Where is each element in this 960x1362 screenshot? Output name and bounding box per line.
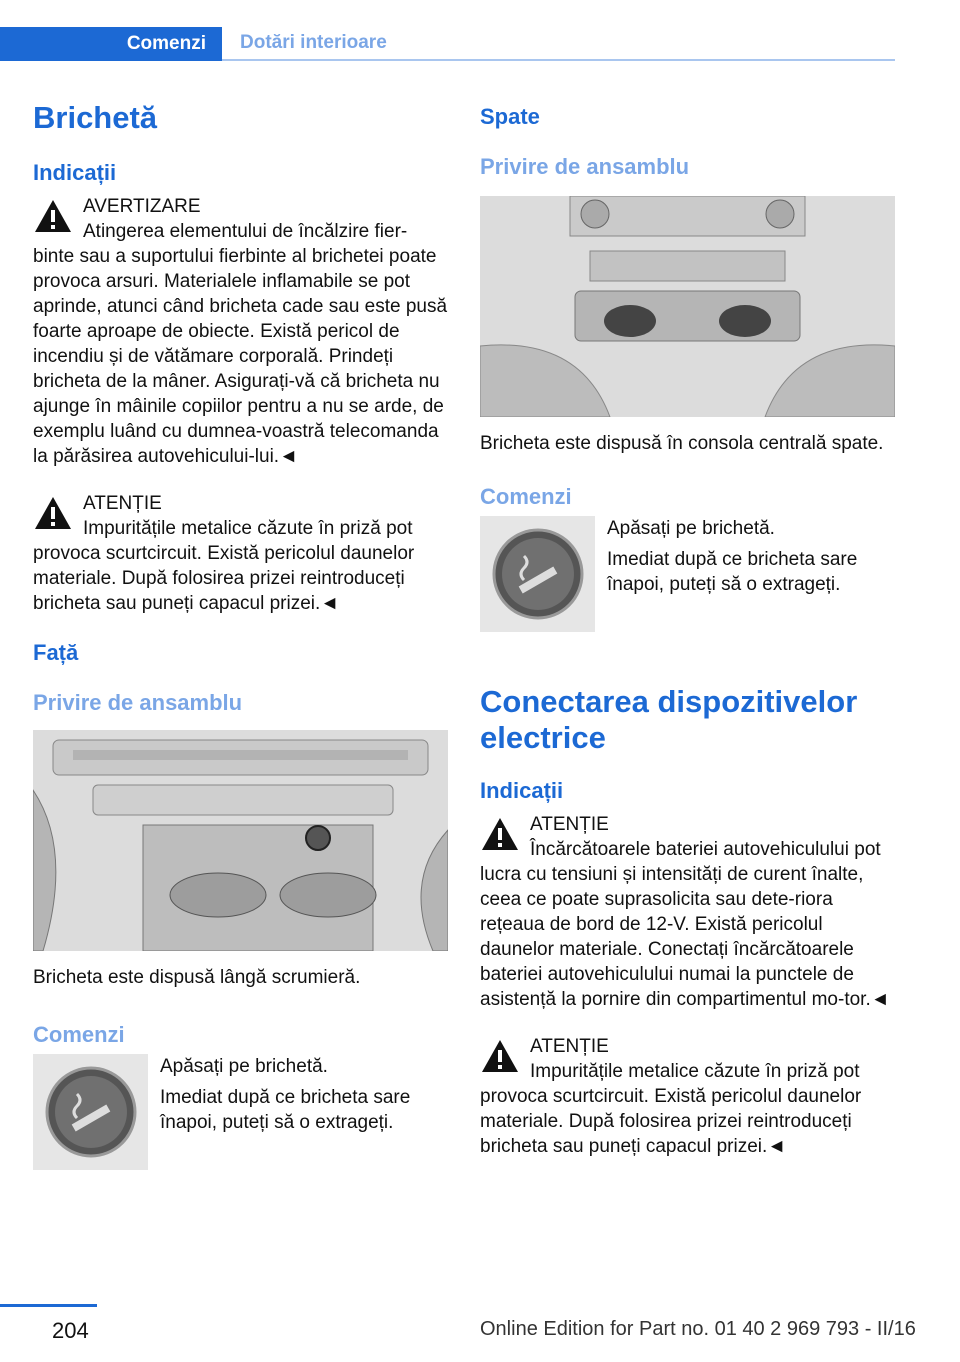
- front-photo-caption: Bricheta este dispusă lângă scrumieră.: [33, 967, 361, 988]
- warning-text: Atingerea elementului de încălzire fier-binte sau a suportului fierbinte al brichetei poate provoca arsuri. Materialele inflamabile se pot aprinde, atunci când bricheta cade sau este pusă foarte aproape de obiecte. Există pericol de incendiu și de vătămare corporală. Prindeți bricheta de la mâner. Asigurați-vă că bricheta nu ajunge în mâinile copiilor pentru a nu se arde, de exemplu luând cu dumnea-voastră telecomanda la părăsirea autovehicului-lui.◄: [33, 221, 448, 467]
- subheading-indicatii: Indicații: [33, 160, 117, 185]
- warning-triangle-icon: [33, 198, 73, 234]
- edition-note: Online Edition for Part no. 01 40 2 969 793 - II/16: [480, 1318, 916, 1340]
- warning-text: Impuritățile metalice căzute în priză pot provoca scurtcircuit. Există pericolul daunelor materiale. După folosirea prizei reintroduceți bricheta sau puneți capacul prizei.◄: [33, 518, 415, 614]
- subheading-spate: Spate: [480, 104, 540, 129]
- right-column: [480, 100, 895, 1159]
- warning-text: Încărcătoarele bateriei autovehiculului pot lucra cu tensiuni și intensități de curent înalte, ceea ce poate suprasolicita sau dete-riora rețeaua de bord de 12-V. Există pericolul daunelor materiale. Conectați încărcătoarele bateriei autovehiculului numai la punctele de asistență la pornire din compartimentul mo-tor.◄: [480, 839, 890, 1010]
- warning-label: ATENȚIE: [530, 1036, 609, 1057]
- section-title-conectarea: Conectarea dispozitivelor electrice: [480, 684, 858, 755]
- subheading-indicatii-2: Indicații: [480, 778, 564, 803]
- subheading-comenzi-fata: Comenzi: [33, 1022, 125, 1047]
- rear-photo-caption: Bricheta este dispusă în consola centrală spate.: [480, 433, 884, 454]
- footer-accent-line: [0, 1304, 97, 1307]
- warning-block-1: [33, 194, 448, 469]
- tab-underline: [222, 59, 895, 61]
- rear-console-photo: [480, 196, 895, 417]
- instruction-extract: Imediat după ce bricheta sare înapoi, puteți să o extrageți.: [160, 1087, 411, 1133]
- warning-block-2: [33, 491, 448, 616]
- instruction-extract: Imediat după ce bricheta sare înapoi, puteți să o extrageți.: [607, 549, 858, 595]
- front-lighter-controls: [33, 1054, 448, 1170]
- subheading-privire-spate: Privire de ansamblu: [480, 154, 690, 179]
- warning-block-4: [480, 1034, 895, 1159]
- lighter-instructions: [160, 1054, 450, 1135]
- lighter-button-image: [33, 1054, 148, 1170]
- tab-dotari-interioare[interactable]: Dotări interioare: [240, 32, 387, 53]
- warning-block-3: [480, 812, 895, 1012]
- lighter-instructions: [607, 516, 897, 597]
- lighter-button-image: [480, 516, 595, 632]
- warning-label: ATENȚIE: [530, 814, 609, 835]
- rear-lighter-controls: [480, 516, 895, 632]
- instruction-press: Apăsați pe brichetă.: [607, 518, 775, 539]
- warning-text: Impuritățile metalice căzute în priză pot provoca scurtcircuit. Există pericolul daunelor materiale. După folosirea prizei reintroduceți bricheta sau puneți capacul prizei.◄: [480, 1061, 862, 1157]
- page-number: 204: [52, 1318, 89, 1343]
- warning-triangle-icon: [33, 495, 73, 531]
- header-tabs: [0, 27, 895, 61]
- front-console-photo: [33, 730, 448, 951]
- subheading-comenzi-spate: Comenzi: [480, 484, 572, 509]
- section-title-bricheta: Brichetă: [33, 100, 158, 135]
- subheading-fata: Față: [33, 640, 79, 665]
- left-column: [33, 100, 448, 1170]
- warning-triangle-icon: [480, 816, 520, 852]
- warning-label: ATENȚIE: [83, 493, 162, 514]
- warning-label: AVERTIZARE: [83, 196, 201, 217]
- instruction-press: Apăsați pe brichetă.: [160, 1056, 328, 1077]
- warning-triangle-icon: [480, 1038, 520, 1074]
- tab-comenzi[interactable]: Comenzi: [0, 27, 222, 61]
- subheading-privire-fata: Privire de ansamblu: [33, 690, 243, 715]
